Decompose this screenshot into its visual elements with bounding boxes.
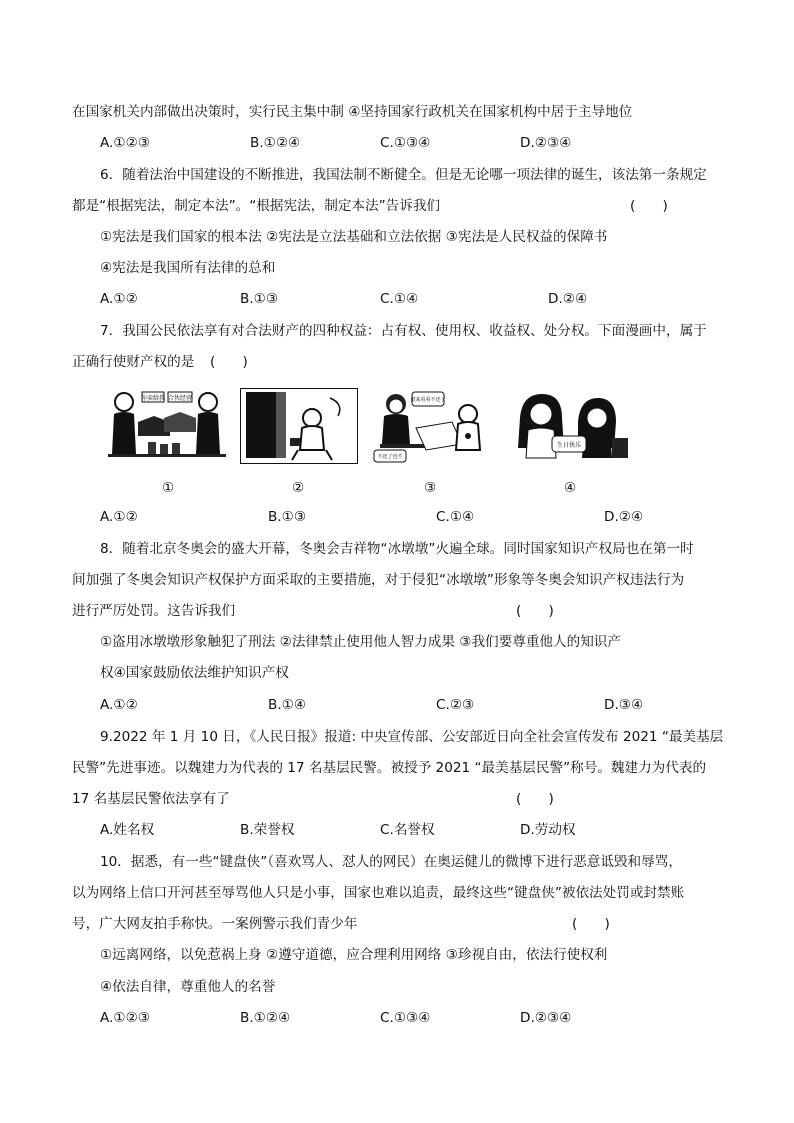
q6-answer-blank[interactable]: ( ) (630, 198, 668, 214)
q5-option-b[interactable]: B.①②④ (250, 135, 301, 151)
q6-choice-line1: ①宪法是我们国家的根本法 ②宪法是立法基础和立法依据 ③宪法是人民权益的保障书 (100, 229, 608, 245)
q9-stem-line3: 17 名基层民警依法享有了 (72, 791, 230, 807)
cartoon-2-image (240, 388, 358, 464)
q6-stem-line1: 6．随着法治中国建设的不断推进，我国法制不断健全。但是无论哪一项法律的诞生，该法第一条规定 (100, 167, 707, 183)
q8-answer-blank[interactable]: ( ) (516, 603, 554, 619)
q7-option-a[interactable]: A.①② (100, 509, 138, 525)
q6-options (100, 289, 700, 309)
q7-answer-blank[interactable]: ( ) (210, 354, 248, 370)
q9-answer-blank[interactable]: ( ) (516, 791, 554, 807)
q10-choice-line1: ①远离网络，以免惹祸上身 ②遵守道德，应合理利用网络 ③珍视自由，依法行使权利 (100, 947, 608, 963)
q7-option-d[interactable]: D.②④ (604, 509, 644, 525)
q10-options (100, 1008, 700, 1028)
q7-option-b[interactable]: B.①③ (268, 509, 307, 525)
q8-choice-line2: 权④国家鼓励依法维护知识产权 (100, 665, 289, 681)
q10-option-d[interactable]: D.②③④ (520, 1010, 572, 1026)
q9-option-b[interactable]: B.荣誉权 (240, 822, 295, 838)
q10-answer-blank[interactable]: ( ) (572, 916, 610, 932)
cartoon-1-bubble-right: 合伙经营 (167, 395, 193, 402)
q5-choice-continuation: 在国家机关内部做出决策时，实行民主集中制 ④坚持国家行政机关在国家机构中居于主导地位 (72, 104, 633, 120)
q10-option-a[interactable]: A.①②③ (100, 1010, 150, 1026)
q7-option-c[interactable]: C.①④ (436, 509, 475, 525)
q9-options (100, 820, 700, 840)
q7-options (100, 507, 700, 527)
q8-stem-line3: 进行严厉处罚。这告诉我们 (72, 603, 236, 619)
q9-option-c[interactable]: C.名誉权 (380, 822, 435, 838)
q5-options (100, 133, 700, 153)
q5-option-d[interactable]: D.②③④ (520, 135, 572, 151)
q8-stem-line2: 间加强了冬奥会知识产权保护方面采取的主要措施，对于侵犯“冰墩墩”形象等冬奥会知识产权违法行为 (72, 572, 685, 588)
q8-option-a[interactable]: A.①② (100, 697, 138, 713)
cartoon-3-label: ③ (424, 480, 437, 496)
q5-option-c[interactable]: C.①③④ (380, 135, 431, 151)
q9-stem-line1: 9.2022 年 1 月 10 日，《人民日报》报道: 中央宣传部、公安部近日向全社会宣传发布 2021 “最美基层 (100, 729, 724, 745)
q5-option-a[interactable]: A.①②③ (100, 135, 150, 151)
q6-option-a[interactable]: A.①② (100, 291, 138, 307)
q10-option-c[interactable]: C.①③④ (380, 1010, 431, 1026)
q8-options (100, 695, 700, 715)
q8-option-d[interactable]: D.③④ (604, 697, 644, 713)
q10-stem-line1: 10．据悉，有一些“键盘侠”（喜欢骂人、怼人的网民）在奥运健儿的微博下进行恶意诋毁和辱骂， (100, 854, 682, 870)
q9-option-a[interactable]: A.姓名权 (100, 822, 155, 838)
q6-choice-line2: ④宪法是我国所有法律的总和 (100, 260, 276, 276)
q7-stem-line1: 7．我国公民依法享有对合法财产的四种权益：占有权、使用权、收益权、处分权。下面漫画中，属于 (100, 323, 707, 339)
q6-stem-line2: 都是“根据宪法，制定本法”。“根据宪法，制定本法”告诉我们 (72, 198, 441, 214)
cartoon-4-cake-text: 生日快乐 (556, 442, 582, 449)
q6-option-b[interactable]: B.①③ (240, 291, 279, 307)
cartoon-3-bubble-bottom: 不还了也不 (377, 454, 403, 460)
q10-stem-line2: 以为网络上信口开河甚至辱骂他人只是小事，国家也难以追责，最终这些“键盘侠”被依法处罚或封禁账 (72, 885, 685, 901)
q10-option-b[interactable]: B.①②④ (240, 1010, 291, 1026)
q8-choice-line1: ①盗用冰墩墩形象触犯了刑法 ②法律禁止使用他人智力成果 ③我们要尊重他人的知识产 (100, 634, 621, 650)
q10-stem-line3: 号，广大网友拍手称快。一案例警示我们青少年 (72, 916, 358, 932)
q7-stem-line2: 正确行使财产权的是 (72, 354, 195, 370)
q6-option-c[interactable]: C.①④ (380, 291, 419, 307)
cartoon-1-image (108, 388, 226, 464)
cartoon-1-label: ① (162, 480, 175, 496)
q10-choice-line2: ④依法自律，尊重他人的名誉 (100, 979, 276, 995)
cartoon-4-image (512, 388, 630, 464)
cartoon-2-label: ② (292, 480, 305, 496)
q6-option-d[interactable]: D.②④ (548, 291, 588, 307)
cartoon-3-image (372, 388, 490, 464)
q9-option-d[interactable]: D.劳动权 (520, 822, 576, 838)
cartoon-3-bubble-top: 借来看看不还了 (410, 397, 446, 403)
q8-option-c[interactable]: C.②③ (436, 697, 475, 713)
cartoon-4-label: ④ (564, 480, 577, 496)
cartoon-1-bubble-left: 你卖给我 (140, 395, 166, 402)
q9-stem-line2: 民警”先进事迹。以魏建力为代表的 17 名基层民警。被授予 2021 “最美基层民警”称号。魏建力为代表的 (72, 760, 707, 776)
q8-option-b[interactable]: B.①④ (268, 697, 307, 713)
q8-stem-line1: 8．随着北京冬奥会的盛大开幕，冬奥会吉祥物“冰墩墩”火遍全球。同时国家知识产权局也在第一时 (100, 541, 694, 557)
